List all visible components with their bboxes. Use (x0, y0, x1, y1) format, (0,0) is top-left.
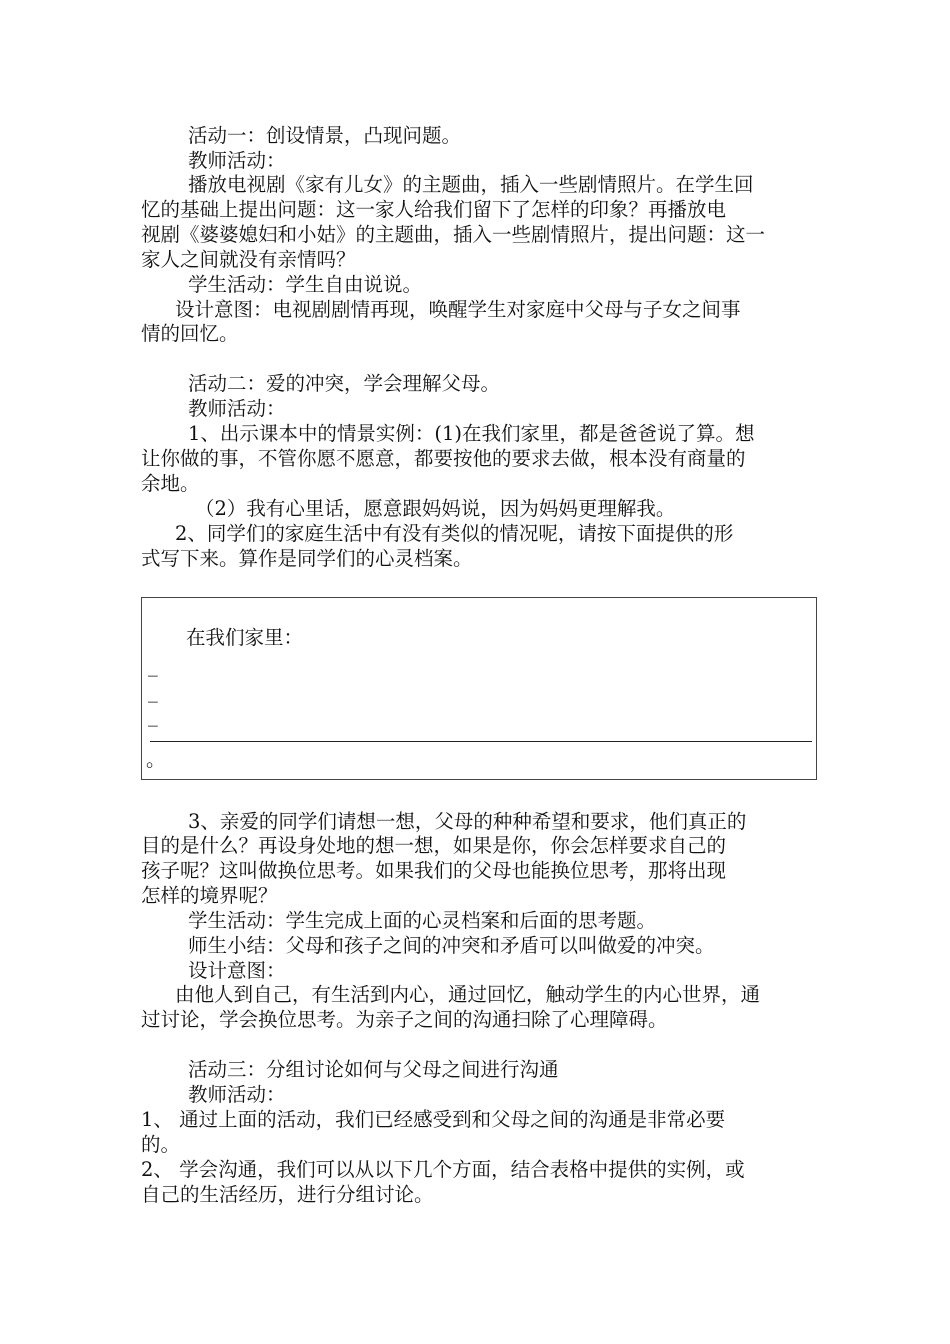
section2-item1-3: 余地。 (141, 472, 200, 495)
section1-teacher-text-1: 播放电视剧《家有儿女》的主题曲，插入一些剧情照片。在学生回 (188, 173, 754, 196)
section2-item3-1: 3、亲爱的同学们请想一想，父母的种种希望和要求，他们真正的 (188, 810, 747, 833)
box-blank-line-3: _ (148, 704, 158, 727)
box-blank-line-1: _ (148, 654, 158, 677)
section1-title: 活动一：创设情景，凸现问题。 (188, 124, 462, 147)
section3-item1-1: 1、 通过上面的活动，我们已经感受到和父母之间的沟通是非常必要 (141, 1108, 726, 1131)
section1-teacher-text-2: 忆的基础上提出问题：这一家人给我们留下了怎样的印象？再播放电 (141, 198, 727, 221)
section2-item3-2: 目的是什么？再设身处地的想一想，如果是你，你会怎样要求自己的 (141, 834, 727, 857)
section3-item1-2: 的。 (141, 1133, 181, 1156)
section2-item1-2: 让你做的事，不管你愿不愿意，都要按他的要求去做，根本没有商量的 (141, 447, 746, 470)
box-end: 。 (146, 748, 166, 771)
section2-student: 学生活动：学生完成上面的心灵档案和后面的思考题。 (188, 909, 657, 932)
section3-teacher-label: 教师活动： (188, 1083, 286, 1106)
section2-item1b: （2）我有心里话，愿意跟妈妈说，因为妈妈更理解我。 (195, 497, 676, 520)
section2-item2-1: 2、同学们的家庭生活中有没有类似的情况呢，请按下面提供的形 (175, 522, 734, 545)
box-blank-line-2: _ (148, 680, 158, 703)
section3-item2-2: 自己的生活经历，进行分组讨论。 (141, 1183, 434, 1206)
section2-item2-2: 式写下来。算作是同学们的心灵档案。 (141, 547, 473, 570)
section3-title: 活动三：分组讨论如何与父母之间进行沟通 (188, 1058, 559, 1081)
section1-design-2: 情的回忆。 (141, 322, 239, 345)
section2-item3-4: 怎样的境界呢？ (141, 884, 278, 907)
section2-item1-1: 1、出示课本中的情景实例：(1)在我们家里，都是爸爸说了算。想 (188, 422, 755, 445)
heart-archive-box (141, 597, 817, 780)
section2-title: 活动二：爱的冲突，学会理解父母。 (188, 372, 501, 395)
section2-design-1: 由他人到自己，有生活到内心，通过回忆，触动学生的内心世界，通 (175, 983, 761, 1006)
section2-design-2: 过讨论，学会换位思考。为亲子之间的沟通扫除了心理障碍。 (141, 1008, 668, 1031)
box-underline (150, 741, 812, 742)
section2-teacher-label: 教师活动： (188, 397, 286, 420)
section1-teacher-text-3: 视剧《婆婆媳妇和小姑》的主题曲，插入一些剧情照片，提出问题：这一 (141, 223, 766, 246)
section3-item2-1: 2、 学会沟通，我们可以从以下几个方面，结合表格中提供的实例，或 (141, 1158, 745, 1181)
section1-teacher-text-4: 家人之间就没有亲情吗？ (141, 248, 356, 271)
box-heading: 在我们家里： (186, 626, 304, 649)
section1-teacher-label: 教师活动： (188, 149, 286, 172)
section1-design-1: 设计意图：电视剧剧情再现，唤醒学生对家庭中父母与子女之间事 (175, 298, 741, 321)
section2-summary: 师生小结：父母和孩子之间的冲突和矛盾可以叫做爱的冲突。 (188, 934, 715, 957)
section1-student: 学生活动：学生自由说说。 (188, 273, 423, 296)
section2-item3-3: 孩子呢？这叫做换位思考。如果我们的父母也能换位思考，那将出现 (141, 859, 727, 882)
section2-design-label: 设计意图： (188, 959, 286, 982)
